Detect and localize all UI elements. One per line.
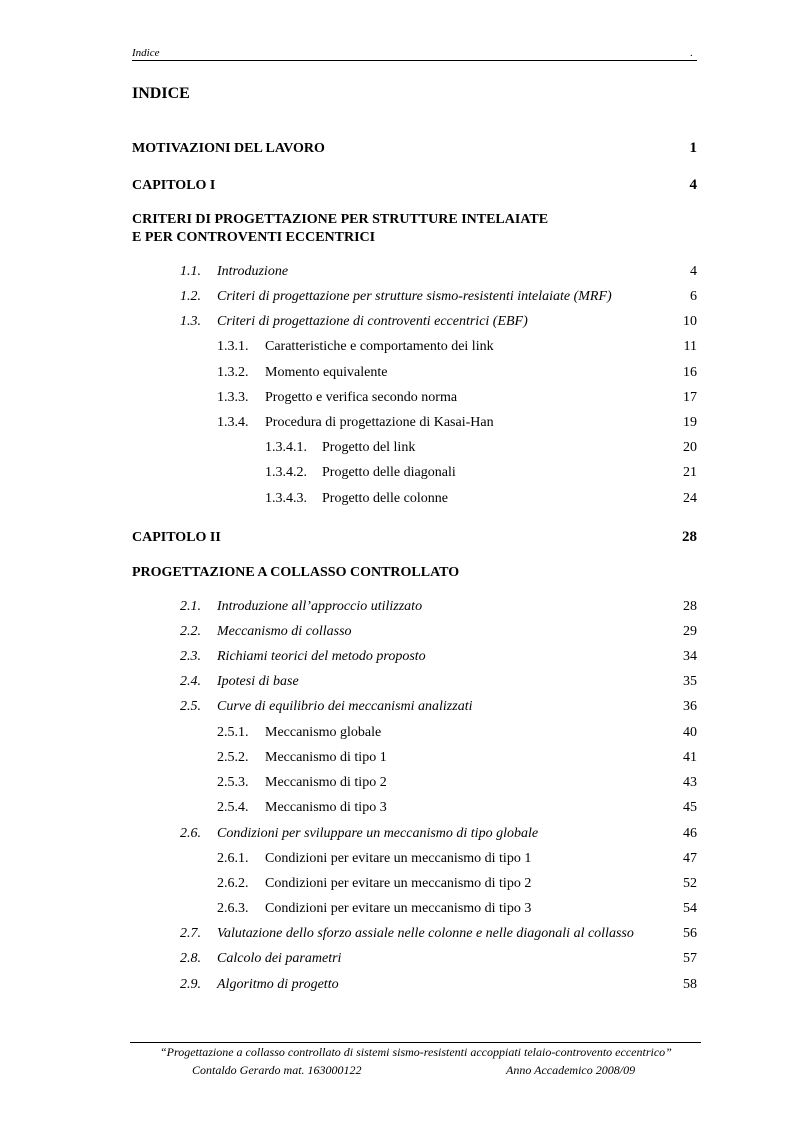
toc-title: Meccanismo di collasso <box>217 624 352 639</box>
toc-title: Progetto e verifica secondo norma <box>265 390 458 405</box>
toc-number: 2.4. <box>180 674 201 689</box>
toc-page: 21 <box>683 465 697 480</box>
toc-title: Ipotesi di base <box>217 674 299 689</box>
toc-number: 2.3. <box>180 649 201 664</box>
toc-page: 36 <box>683 699 697 714</box>
toc-page: 56 <box>683 926 697 941</box>
section-progettazione: PROGETTAZIONE A COLLASSO CONTROLLATO <box>132 565 460 580</box>
toc-page: 34 <box>683 649 697 664</box>
toc-title: Condizioni per sviluppare un meccanismo di tipo globale <box>217 826 539 841</box>
footer-thesis-title: “Progettazione a collasso controllato di sistemi sismo-resistenti accoppiati telaio-controvento eccentrico” <box>160 1045 672 1059</box>
toc-number: 1.3.1. <box>217 339 249 354</box>
toc-title: Introduzione all’approccio utilizzato <box>217 599 423 614</box>
page-title: INDICE <box>132 85 190 102</box>
footer-author: Contaldo Gerardo mat. 163000122 <box>192 1063 362 1077</box>
toc-number: 1.3.4. <box>217 415 249 430</box>
toc-title: Meccanismo globale <box>265 725 382 740</box>
toc-page: 6 <box>690 289 697 304</box>
toc-title: Richiami teorici del metodo proposto <box>217 649 426 664</box>
toc-title: Algoritmo di progetto <box>217 977 339 992</box>
toc-page: 11 <box>683 339 697 354</box>
toc-title: Progetto del link <box>322 440 416 455</box>
section-capitolo-2-page: 28 <box>682 529 697 545</box>
toc-number: 2.5.2. <box>217 750 249 765</box>
toc-title: Condizioni per evitare un meccanismo di tipo 2 <box>265 876 532 891</box>
toc-title: Meccanismo di tipo 2 <box>265 775 387 790</box>
toc-number: 1.1. <box>180 264 201 279</box>
toc-number: 1.3.4.2. <box>265 465 307 480</box>
toc-page: 19 <box>683 415 697 430</box>
footer-year: Anno Accademico 2008/09 <box>506 1063 636 1077</box>
section-capitolo-1: CAPITOLO I <box>132 178 216 193</box>
toc-number: 2.6.3. <box>217 901 249 916</box>
toc-number: 2.8. <box>180 951 201 966</box>
toc-title: Introduzione <box>217 264 289 279</box>
section-criteri-line1: CRITERI DI PROGETTAZIONE PER STRUTTURE INTELAIATE <box>132 212 549 227</box>
toc-title: Valutazione dello sforzo assiale nelle colonne e nelle diagonali al collasso <box>217 926 634 941</box>
toc-page: 29 <box>683 624 697 639</box>
toc-title: Criteri di progettazione per strutture sismo-resistenti intelaiate (MRF) <box>217 289 612 304</box>
toc-number: 1.2. <box>180 289 201 304</box>
toc-title: Condizioni per evitare un meccanismo di tipo 3 <box>265 901 532 916</box>
toc-number: 2.5.4. <box>217 800 249 815</box>
toc-number: 2.5. <box>180 699 201 714</box>
toc-page: 10 <box>683 314 697 329</box>
section-criteri-line2: E PER CONTROVENTI ECCENTRICI <box>132 230 376 245</box>
toc-page: 43 <box>683 775 697 790</box>
toc-page: 54 <box>683 901 697 916</box>
running-header: Indice <box>132 47 160 59</box>
toc-page: 17 <box>683 390 697 405</box>
toc-number: 2.2. <box>180 624 201 639</box>
toc-title: Criteri di progettazione di controventi eccentrici (EBF) <box>217 314 528 329</box>
toc-number: 2.1. <box>180 599 201 614</box>
toc-page: 46 <box>683 826 697 841</box>
toc-number: 1.3.4.1. <box>265 440 307 455</box>
section-motivazioni-page: 1 <box>689 140 697 156</box>
toc-title: Meccanismo di tipo 1 <box>265 750 387 765</box>
toc-page: 40 <box>683 725 697 740</box>
section-capitolo-1-page: 4 <box>689 177 697 193</box>
toc-title: Condizioni per evitare un meccanismo di tipo 1 <box>265 851 532 866</box>
toc-page: 45 <box>683 800 697 815</box>
toc-page: 57 <box>683 951 697 966</box>
section-capitolo-2: CAPITOLO II <box>132 530 221 545</box>
toc-number: 2.5.1. <box>217 725 249 740</box>
toc-title: Meccanismo di tipo 3 <box>265 800 387 815</box>
toc-title: Curve di equilibrio dei meccanismi analizzati <box>217 699 473 714</box>
toc-number: 2.9. <box>180 977 201 992</box>
toc-page: 20 <box>683 440 697 455</box>
toc-page: 28 <box>683 599 697 614</box>
toc-number: 2.7. <box>180 926 201 941</box>
toc-page: 47 <box>683 851 697 866</box>
toc-page: 4 <box>690 264 697 279</box>
toc-page: 52 <box>683 876 697 891</box>
toc-number: 1.3.3. <box>217 390 249 405</box>
toc-number: 1.3.4.3. <box>265 491 307 506</box>
toc-number: 2.5.3. <box>217 775 249 790</box>
toc-page: 58 <box>683 977 697 992</box>
toc-number: 2.6.1. <box>217 851 249 866</box>
toc-number: 2.6.2. <box>217 876 249 891</box>
section-motivazioni: MOTIVAZIONI DEL LAVORO <box>132 141 325 156</box>
toc-page: 41 <box>683 750 697 765</box>
toc-title: Caratteristiche e comportamento dei link <box>265 339 494 354</box>
running-header-dot: . <box>690 47 693 59</box>
toc-page: 35 <box>683 674 697 689</box>
toc-title: Momento equivalente <box>265 365 388 380</box>
toc-title: Calcolo dei parametri <box>217 951 342 966</box>
toc-page: 24 <box>683 491 697 506</box>
toc-number: 1.3. <box>180 314 201 329</box>
toc-title: Progetto delle colonne <box>322 491 448 506</box>
toc-title: Progetto delle diagonali <box>322 465 456 480</box>
footer-rule <box>130 1042 701 1043</box>
header-rule <box>132 60 697 61</box>
toc-number: 2.6. <box>180 826 201 841</box>
toc-page: 16 <box>683 365 697 380</box>
toc-title: Procedura di progettazione di Kasai-Han <box>265 415 494 430</box>
toc-number: 1.3.2. <box>217 365 249 380</box>
